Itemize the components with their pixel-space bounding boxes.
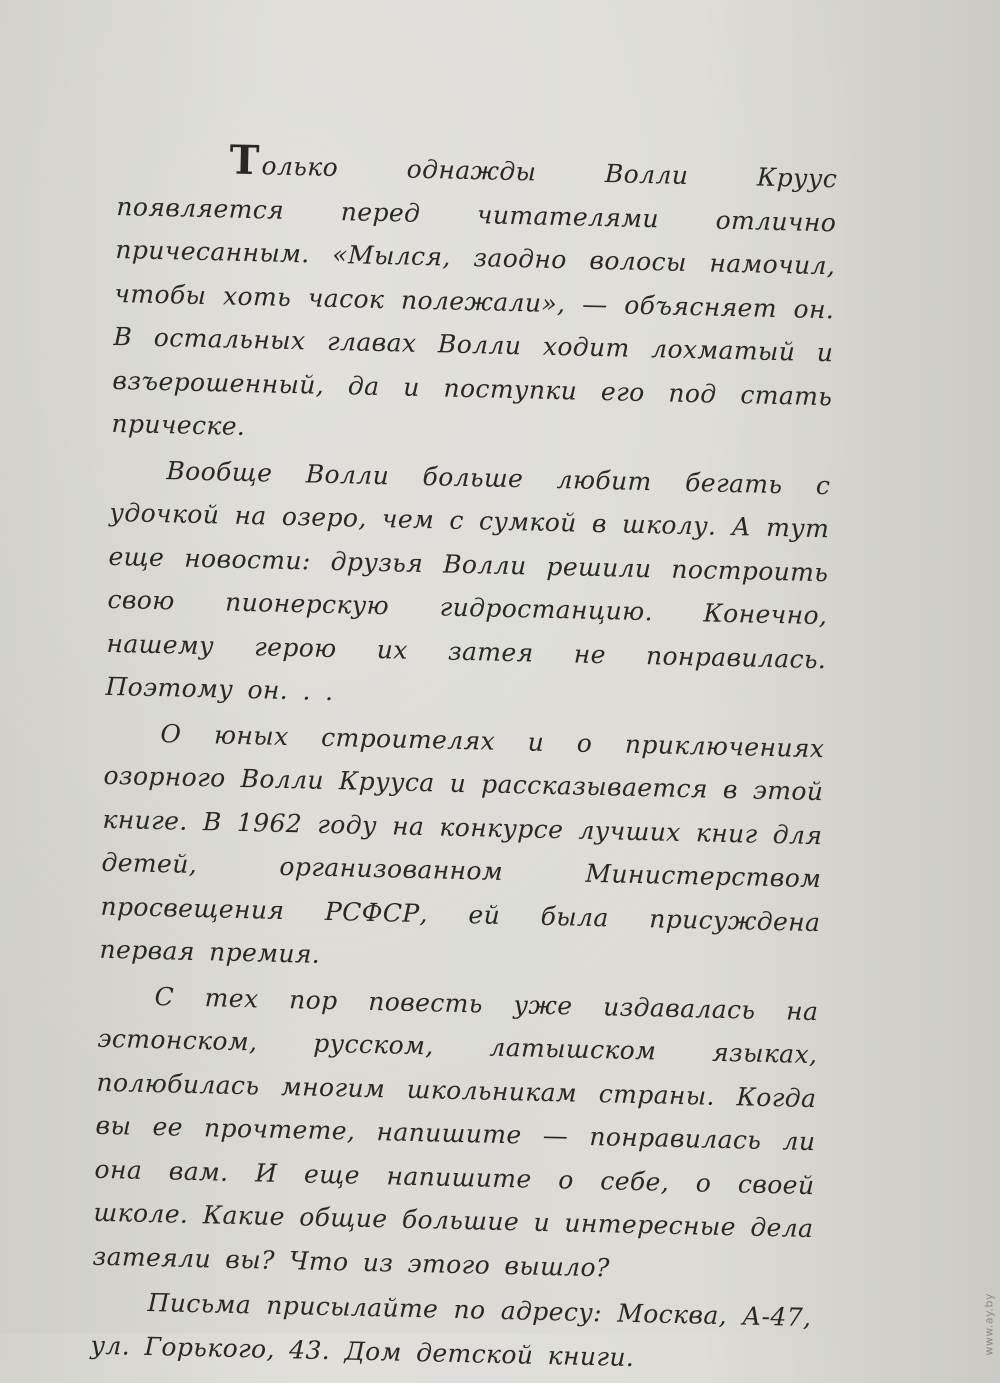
paragraph-1-text: олько однажды Волли Круус появляется перед читателями отлично причесанным. «Мылся, заодно волосы намочил, чтобы хоть часок полежали», — объясняет он. В остальных главах Волли ходит лохматый и взъерошенный, да и поступки его под стать прическе. [111,151,838,441]
watermark-text: www.ay.by [983,1293,996,1356]
paragraph-2: Вообще Волли больше любит бегать с удочкой на озеро, чем с сумкой в школу. А тут еще новости: друзья Волли решили построить свою пионерскую гидростанцию. Конечно, нашему герою их затея не понравилась. Поэтому он. . . [105,455,831,707]
paragraph-1 [111,138,838,462]
paragraph-5: Письма присылайте по адресу: Москва, А-47, ул. Горького, 43. Дом детской книги. [90,1287,812,1372]
paragraph-4: С тех пор повесть уже издавалась на эстонском, русском, латышском языках, полюбилась многим школьникам страны. Когда вы ее прочтете, напишите — понравилась ли она вам. И еще напишите о себе, о своей школе. Какие общие большие и интересные дела затеяли вы? Что из этого вышло? [92,981,819,1282]
drop-cap: Т [228,136,261,185]
paragraph-3: О юных строителях и о приключениях озорного Волли Крууса и рассказывается в этой книге. В 1962 году на конкурсе лучших книг для детей, организованном Министерством просвещения РСФСР, ей была присуждена первая премия. [99,718,825,969]
page-text-block [90,138,838,1383]
